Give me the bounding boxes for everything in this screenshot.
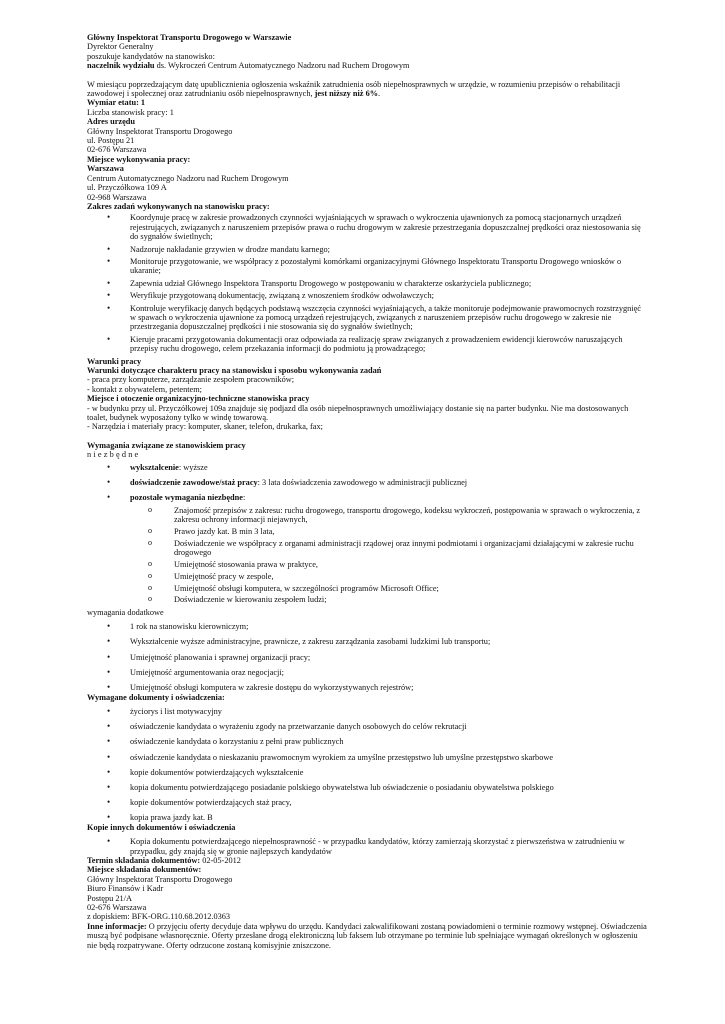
list-item bbox=[87, 463, 647, 472]
etat-label: Wymiar etatu: 1 bbox=[87, 98, 146, 108]
list-item: • oświadczenie kandydata o korzystaniu z pełni praw publicznych bbox=[87, 737, 647, 746]
institution-name: Główny Inspektorat Transportu Drogowego w Warszawie bbox=[87, 33, 292, 42]
list-item: • oświadczenie kandydata o nieskazaniu prawomocnym wyrokiem za umyślne przestępstwo lub umyślne przestępstwo skarbowe bbox=[87, 753, 647, 762]
conditions-line: - praca przy komputerze, zarządzanie zespołem pracowników; bbox=[87, 375, 295, 385]
submission-line: Biuro Finansów i Kadr bbox=[87, 884, 164, 894]
environment-text: - w budynku przy ul. Przyczółkowej 109a znajduje się podjazd dla osób niepełnosprawnych umożliwiający dostanie się na parter budynku. Nie ma dostosowanych toalet, budynek wyposażony tylko w windę towarową. bbox=[87, 403, 629, 423]
submission-label: Miejsce składania dokumentów: bbox=[87, 865, 202, 875]
list-item: • 1 rok na stanowisku kierowniczym; bbox=[87, 622, 647, 631]
list-item: • Monitoruje przygotowanie, we współpracy z pozostałymi komórkami organizacyjnymi Głównego Inspektoratu Transportu Drogowego wniosków o ukaranie; bbox=[87, 257, 647, 276]
other-requirements-list bbox=[130, 506, 647, 605]
list-item: o Doświadczenie w kierowaniu zespołem ludzi; bbox=[87, 595, 647, 604]
position-bold: naczelnik wydziału bbox=[87, 61, 155, 71]
workplace-label: Miejsce wykonywania pracy: bbox=[87, 154, 191, 164]
environment-label: Miejsce i otoczenie organizacyjno-techniczne stanowiska pracy bbox=[87, 394, 310, 404]
additional-label: wymagania dodatkowe bbox=[87, 607, 164, 617]
deadline-value: 02-05-2012 bbox=[200, 855, 241, 865]
requirement-value: : 3 lata doświadczenia zawodowego w administracji publicznej bbox=[257, 478, 468, 488]
list-item: • kopia prawa jazdy kat. B bbox=[87, 813, 647, 822]
intro-end: . bbox=[378, 89, 381, 99]
list-item: • Nadzoruje nakładanie grzywien w drodze mandatu karnego; bbox=[87, 245, 647, 254]
requirements-label: Wymagania związane ze stanowiskiem pracy bbox=[87, 440, 246, 450]
additional-list bbox=[87, 622, 647, 692]
list-item: • Kopia dokumentu potwierdzającego niepełnosprawność - w przypadku kandydatów, którzy zamierzają skorzystać z pierwszeństwa w zatrudnieniu w przypadku, gdy znajdą się w gronie najlepszych kandydatów bbox=[87, 837, 647, 856]
necessary-label: niezbędne bbox=[87, 450, 141, 460]
requirement-value: : bbox=[242, 493, 246, 503]
list-item bbox=[87, 493, 647, 604]
position-rest: ds. Wykroczeń Centrum Automatycznego Nadzoru nad Ruchem Drogowym bbox=[154, 61, 410, 71]
office-label: Adres urzędu bbox=[87, 117, 136, 127]
list-item: • Kontroluje weryfikację danych będących podstawą wszczęcia czynności wyjaśniających, a także monitoruje podejmowanie prawomocnych rozstrzygnięć w spawach o wykroczenia ujawnione za pomocą urządzeń rejestrujących, związanych z naruszeniem przepisów ruchu drogowego w zakresie nie przestrzegania dopuszczalnej prędkości i nie stosowania się do sygnałów świetlnych; bbox=[87, 304, 647, 332]
tasks-label: Zakres zadań wykonywanych na stanowisku pracy: bbox=[87, 201, 270, 211]
list-item: o Umiejętność obsługi komputera, w szczególności programów Microsoft Office; bbox=[87, 584, 647, 593]
deadline bbox=[87, 856, 647, 865]
position-title bbox=[87, 61, 647, 70]
submission-line: 02-676 Warszawa bbox=[87, 902, 147, 912]
tasks-list bbox=[87, 213, 647, 353]
job-announcement-document bbox=[87, 33, 647, 950]
documents-list bbox=[87, 707, 647, 823]
seeking-text: poszukuje kandydatów na stanowisko: bbox=[87, 51, 215, 61]
list-item: o Umiejętność stosowania prawa w praktyce, bbox=[87, 560, 647, 569]
list-item: • Zapewnia udział Głównego Inspektora Transportu Drogowego w postępowaniu w charakterze oskarżyciela publicznego; bbox=[87, 279, 647, 288]
intro-paragraph bbox=[87, 80, 647, 99]
copies-list bbox=[87, 837, 647, 856]
deadline-label: Termin składania dokumentów: bbox=[87, 855, 201, 865]
conditions-sub-label: Warunki dotyczące charakteru pracy na stanowisku i sposobu wykonywania zadań bbox=[87, 366, 382, 375]
documents-label: Wymagane dokumenty i oświadczenia: bbox=[87, 692, 225, 702]
list-item: • kopie dokumentów potwierdzających staż pracy, bbox=[87, 798, 647, 807]
tools-text: - Narzędzia i materiały pracy: komputer, skaner, telefon, drukarka, fax; bbox=[87, 422, 323, 432]
conditions-line: - kontakt z obywatelem, petentem; bbox=[87, 384, 202, 394]
list-item bbox=[87, 478, 647, 487]
requirement-label: doświadczenie zawodowe/staż pracy bbox=[130, 478, 258, 488]
list-item: • Weryfikuje przygotowaną dokumentację, związaną z wnoszeniem środków odwoławczych; bbox=[87, 291, 647, 300]
list-item: • Wykształcenie wyższe administracyjne, prawnicze, z zakresu zarządzania zasobami ludzkimi lub transportu; bbox=[87, 637, 647, 646]
office-line: ul. Postępu 21 bbox=[87, 136, 135, 146]
requirement-label: pozostałe wymagania niezbędne bbox=[130, 493, 243, 503]
office-line: Główny Inspektorat Transportu Drogowego bbox=[87, 126, 233, 136]
requirement-value: : wyższe bbox=[178, 462, 208, 472]
director-title: Dyrektor Generalny bbox=[87, 42, 154, 52]
other-info-label: Inne informacje: bbox=[87, 921, 147, 931]
list-item: • życiorys i list motywacyjny bbox=[87, 707, 647, 716]
list-item: o Znajomość przepisów z zakresu: ruchu drogowego, transportu drogowego, kodeksu wykroczeń, postępowania w sprawach o wykroczenia, z zakresu ochrony informacji niejawnych, bbox=[87, 506, 647, 525]
requirements-list bbox=[87, 463, 647, 605]
workplace-line: 02-968 Warszawa bbox=[87, 192, 147, 202]
other-info bbox=[87, 922, 647, 950]
positions-count: Liczba stanowisk pracy: 1 bbox=[87, 107, 174, 117]
list-item: o Prawo jazdy kat. B min 3 lata, bbox=[87, 527, 647, 536]
intro-bold: jest niższy niż 6% bbox=[314, 89, 379, 99]
submission-line: Główny Inspektorat Transportu Drogowego bbox=[87, 874, 233, 884]
list-item: • kopie dokumentów potwierdzających wykształcenie bbox=[87, 768, 647, 777]
other-info-text: O przyjęciu oferty decyduje data wpływu do urzędu. Kandydaci zakwalifikowani zostaną powiadomieni o terminie rozmowy wstępnej. Oświadczenia muszą być podpisane własnoręcznie. Oferty przesłane drogą elektroniczną lub faksem lub otrzymane po terminie lub spełniające wymagań określonych w ogłoszeniu nie będą rozpatrywane. Oferty odrzucone zostaną komisyjnie zniszczone. bbox=[87, 921, 647, 950]
requirement-label: wykształcenie bbox=[130, 462, 179, 472]
conditions-label: Warunki pracy bbox=[87, 356, 142, 366]
list-item: o Doświadczenie we współpracy z organami administracji rządowej oraz innymi podmiotami i organizacjami działającymi w zakresie ruchu drogowego bbox=[87, 539, 647, 558]
workplace-line: ul. Przyczółkowa 109 A bbox=[87, 183, 167, 193]
list-item: • kopia dokumentu potwierdzającego posiadanie polskiego obywatelstwa lub oświadczenie o posiadaniu obywatelstwa polskiego bbox=[87, 783, 647, 792]
list-item: • Umiejętność obsługi komputera w zakresie dostępu do wykorzystywanych rejestrów; bbox=[87, 683, 647, 692]
list-item: • oświadczenie kandydata o wyrażeniu zgody na przetwarzanie danych osobowych do celów rekrutacji bbox=[87, 722, 647, 731]
workplace-city: Warszawa bbox=[87, 164, 124, 174]
office-line: 02-676 Warszawa bbox=[87, 145, 147, 155]
copies-label: Kopie innych dokumentów i oświadczenia bbox=[87, 822, 236, 832]
list-item: • Umiejętność planowania i sprawnej organizacji pracy; bbox=[87, 653, 647, 662]
list-item: • Umiejętność argumentowania oraz negocjacji; bbox=[87, 668, 647, 677]
intro-text: W miesiącu poprzedzającym datę upublicznienia ogłoszenia wskaźnik zatrudnienia osób niepełnosprawnych w urzędzie, w rozumieniu przepisów o rehabilitacji zawodowej i społecznej oraz zatrudnianiu osób niepełnosprawnych, bbox=[87, 79, 621, 99]
workplace-line: Centrum Automatycznego Nadzoru nad Ruchem Drogowym bbox=[87, 173, 289, 183]
list-item: • Koordynuje pracę w zakresie prowadzonych czynności wyjaśniających w sprawach o wykroczenia ujawnionych za pomocą stacjonarnych urządzeń rejestrujących, związanych z naruszeniem przepisów prawa o ruchu drogowym w zakresie przestrzegania dopuszczalnej prędkości oraz niestosowania się do sygnałów świetlnych; bbox=[87, 213, 647, 241]
list-item: o Umiejętność pracy w zespole, bbox=[87, 572, 647, 581]
submission-line: Postępu 21/A bbox=[87, 893, 132, 903]
submission-line: z dopiskiem: BFK-ORG.110.68.2012.0363 bbox=[87, 912, 231, 922]
list-item: • Kieruje pracami przygotowania dokumentacji oraz odpowiada za realizację spraw związanych z prowadzeniem ewidencji kierowców naruszających przepisy ruchu drogowego, celem przekazania informacji do podmiotu ją prowadzącego; bbox=[87, 335, 647, 354]
